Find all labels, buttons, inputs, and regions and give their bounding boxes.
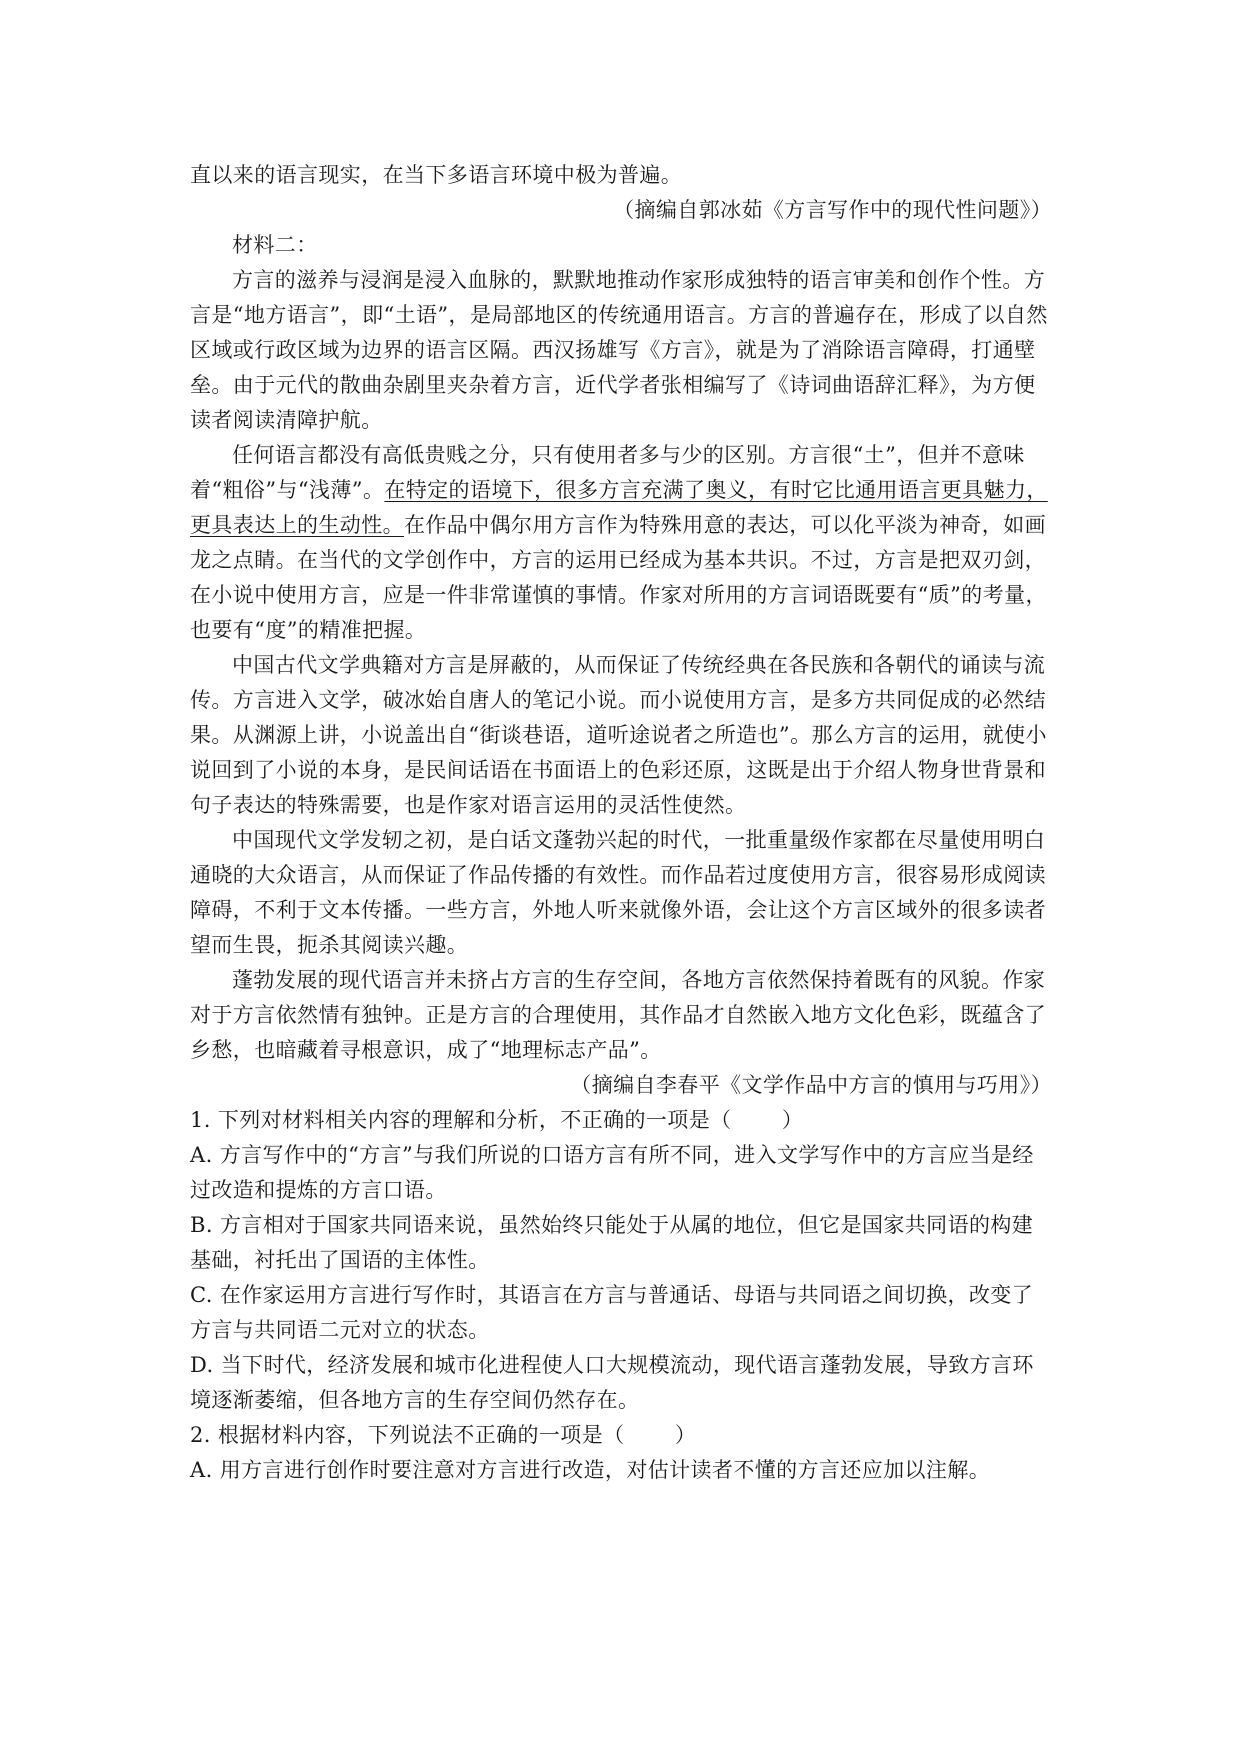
question-1-stem bbox=[190, 1103, 1052, 1138]
question-1-option-d: D. 当下时代，经济发展和城市化进程使人口大规模流动，现代语言蓬勃发展，导致方言环境逐渐萎缩，但各地方言的生存空间仍然存在。 bbox=[190, 1353, 1034, 1412]
question-1-option-c: C. 在作家运用方言进行写作时，其语言在方言与普通话、母语与共同语之间切换，改变了方言与共同语二元对立的状态。 bbox=[190, 1283, 1034, 1342]
material-one-source: （摘编自郭冰茹《方言写作中的现代性问题》） bbox=[613, 198, 1052, 222]
question-1-close: ） bbox=[781, 1108, 804, 1132]
question-1-option-a: A. 方言写作中的“方言”与我们所说的口语方言有所不同，进入文学写作中的方言应当是经过改造和提炼的方言口语。 bbox=[190, 1143, 1034, 1202]
underlined-sentence: 在特定的语境下，很多方言充满了奥义，有时它比通用语言更具魅力，更具表达上的生动性。 bbox=[190, 478, 1048, 537]
document-page bbox=[190, 158, 1052, 1488]
question-2-text: 2. 根据材料内容，下列说法不正确的一项是（ bbox=[190, 1423, 625, 1447]
question-1-option-b: B. 方言相对于国家共同语来说，虽然始终只能处于从属的地位，但它是国家共同语的构建基础，衬托出了国语的主体性。 bbox=[190, 1213, 1034, 1272]
material-two-paragraph-5: 蓬勃发展的现代语言并未挤占方言的生存空间，各地方言依然保持着既有的风貌。作家对于方言依然情有独钟。正是方言的合理使用，其作品才自然嵌入地方文化色彩，既蕴含了乡愁，也暗藏着寻根意识，成了“地理标志产品”。 bbox=[190, 968, 1046, 1062]
material-two-paragraph-1: 方言的滋养与浸润是浸入血脉的，默默地推动作家形成独特的语言审美和创作个性。方言是“地方语言”，即“土语”，是局部地区的传统通用语言。方言的普遍存在，形成了以自然区域或行政区域为边界的语言区隔。西汉扬雄写《方言》，就是为了消除语言障碍，打通壁垒。由于元代的散曲杂剧里夹杂着方言，近代学者张相编写了《诗词曲语辞汇释》，为方便读者阅读清障护航。 bbox=[190, 268, 1048, 432]
question-2-stem bbox=[190, 1418, 1052, 1453]
material-two-paragraph-4: 中国现代文学发轫之初，是白话文蓬勃兴起的时代，一批重量级作家都在尽量使用明白通晓的大众语言，从而保证了作品传播的有效性。而作品若过度使用方言，很容易形成阅读障碍，不利于文本传播。一些方言，外地人听来就像外语，会让这个方言区域外的很多读者望而生畏，扼杀其阅读兴趣。 bbox=[190, 828, 1046, 957]
question-1-text: 1. 下列对材料相关内容的理解和分析，不正确的一项是（ bbox=[190, 1108, 732, 1132]
material-two-source: （摘编自李春平《文学作品中方言的慎用与巧用》） bbox=[570, 1073, 1052, 1097]
material-one-tail: 直以来的语言现实，在当下多语言环境中极为普遍。 bbox=[190, 163, 683, 187]
paragraph-2-rest: 在作品中偶尔用方言作为特殊用意的表达，可以化平淡为神奇，如画龙之点睛。在当代的文学创作中，方言的运用已经成为基本共识。不过，方言是把双刃剑，在小说中使用方言，应是一件非常谨慎的事情。作家对所用的方言词语既要有“质”的考量，也要有“度”的精准把握。 bbox=[190, 513, 1047, 642]
material-two-paragraph-3: 中国古代文学典籍对方言是屏蔽的，从而保证了传统经典在各民族和各朝代的诵读与流传。方言进入文学，破冰始自唐人的笔记小说。而小说使用方言，是多方共同促成的必然结果。从渊源上讲，小说盖出自“街谈巷语，道听途说者之所造也”。那么方言的运用，就使小说回到了小说的本身，是民间话语在书面语上的色彩还原，这既是出于介绍人物身世背景和句子表达的特殊需要，也是作家对语言运用的灵活性使然。 bbox=[190, 653, 1047, 817]
material-two-paragraph-2 bbox=[190, 438, 1052, 648]
question-2-close: ） bbox=[674, 1423, 697, 1447]
question-2-option-a: A. 用方言进行创作时要注意对方言进行改造，对估计读者不懂的方言还应加以注解。 bbox=[190, 1458, 991, 1482]
material-two-heading: 材料二： bbox=[232, 233, 318, 257]
paragraph-2-lead: 任何语言都没有高低贵贱之分，只有使用者多与少的区别。方言很“土”，但并不意味着“粗俗”与“浅薄”。 bbox=[190, 443, 1025, 502]
